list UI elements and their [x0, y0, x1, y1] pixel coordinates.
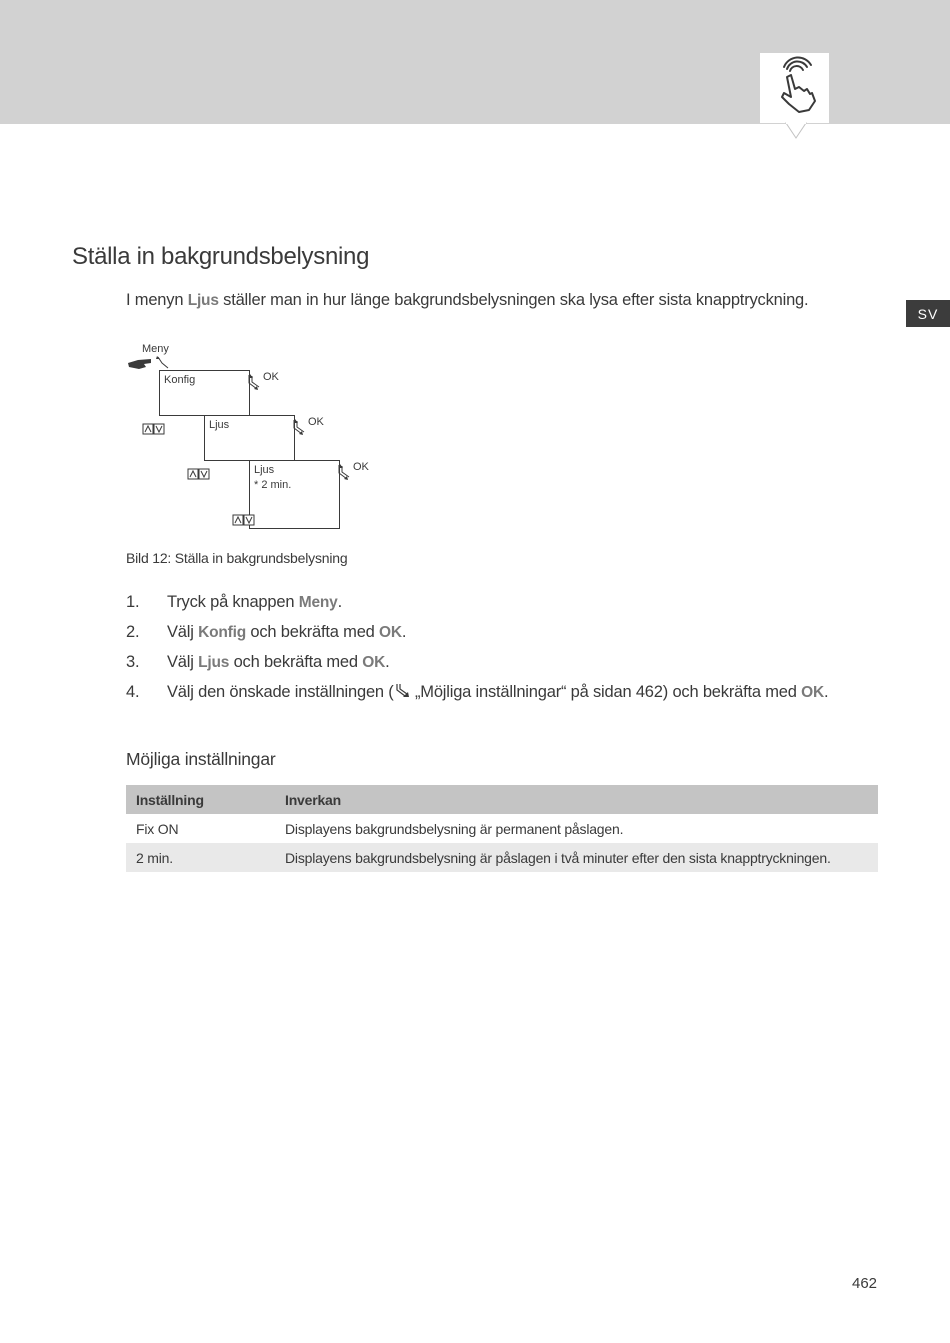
step-number: 2. — [126, 623, 140, 641]
step-text: . — [401, 623, 407, 641]
diagram-screen-2-line-1: Ljus — [209, 419, 230, 431]
diagram-ok-label-3: OK — [353, 461, 369, 473]
touch-hand-icon — [760, 53, 829, 123]
diagram-start-label: Meny — [142, 343, 169, 355]
ok-arrow-icon — [294, 419, 304, 435]
diagram-ok-label-2: OK — [308, 416, 324, 428]
step-ui-label: OK — [801, 684, 824, 701]
step-ui-label: OK — [379, 624, 402, 641]
step-number: 4. — [126, 683, 140, 701]
step-ui-label: OK — [362, 654, 386, 671]
step-item — [126, 683, 828, 713]
table-cell-effect: Displayens bakgrundsbelysning är permanent påslagen. — [285, 820, 624, 837]
step-item — [126, 623, 828, 653]
figure-caption: Bild 12: Ställa in bakgrundsbelysning — [126, 550, 348, 566]
cross-reference-icon — [394, 683, 411, 698]
step-text: . — [823, 683, 829, 701]
step-item — [126, 653, 828, 683]
step-item — [126, 593, 828, 623]
pointing-hand-icon — [128, 356, 168, 369]
step-text: . — [337, 593, 342, 611]
table-row — [126, 843, 878, 872]
up-down-keys-icon — [233, 515, 254, 525]
page-title: Ställa in bakgrundsbelysning — [72, 243, 370, 270]
step-number: 1. — [126, 593, 140, 611]
diagram-screen-3-line-2: * 2 min. — [254, 479, 292, 491]
settings-heading: Möjliga inställningar — [126, 749, 276, 769]
table-cell-setting: 2 min. — [126, 843, 275, 872]
step-text: och bekräfta med — [229, 653, 363, 671]
page-number: 462 — [852, 1275, 878, 1292]
ok-arrow-icon — [339, 464, 349, 480]
intro-text-after: ställer man in hur länge bakgrundsbelysningen ska lysa efter sista knapptryckning. — [218, 291, 809, 309]
cross-reference-link[interactable]: „Möjliga inställningar“ på sidan 462 — [414, 683, 663, 701]
diagram-ok-label-1: OK — [263, 371, 279, 383]
step-number: 3. — [126, 653, 140, 671]
header-badge — [760, 53, 829, 123]
diagram-screen-1-line-1: Konfig — [164, 374, 196, 386]
settings-table — [126, 785, 878, 872]
step-ui-label: Ljus — [198, 654, 230, 671]
step-text: . — [385, 653, 390, 671]
ok-arrow-icon — [249, 374, 259, 390]
column-header-setting: Inställning — [126, 785, 275, 814]
intro-menu-name: Ljus — [187, 292, 219, 309]
step-text: Välj — [167, 623, 199, 641]
step-ui-label: Meny — [298, 594, 338, 611]
steps-list — [126, 593, 828, 713]
intro-text-before: I menyn — [126, 291, 188, 309]
column-header-effect: Inverkan — [275, 785, 878, 814]
table-header-row — [126, 785, 878, 814]
table-row — [126, 814, 878, 843]
up-down-keys-icon — [188, 469, 209, 479]
step-ui-label: Konfig — [198, 624, 246, 641]
step-text: Välj — [167, 653, 199, 671]
badge-pointer — [785, 122, 807, 140]
intro-paragraph — [126, 291, 808, 310]
step-text: Tryck på knappen — [167, 593, 299, 611]
table-cell-setting: Fix ON — [136, 820, 179, 837]
table-cell-effect: Displayens bakgrundsbelysning är påslagen i två minuter efter den sista knapptryckningen. — [275, 843, 878, 872]
diagram-screen-3-line-1: Ljus — [254, 464, 275, 476]
menu-navigation-diagram — [120, 333, 390, 533]
up-down-keys-icon — [143, 424, 164, 434]
step-text: och bekräfta med — [245, 623, 380, 641]
language-tab[interactable]: SV — [906, 300, 950, 327]
step-text: ) och bekräfta med — [662, 683, 802, 701]
step-text: Välj den önskade inställningen ( — [167, 683, 394, 701]
